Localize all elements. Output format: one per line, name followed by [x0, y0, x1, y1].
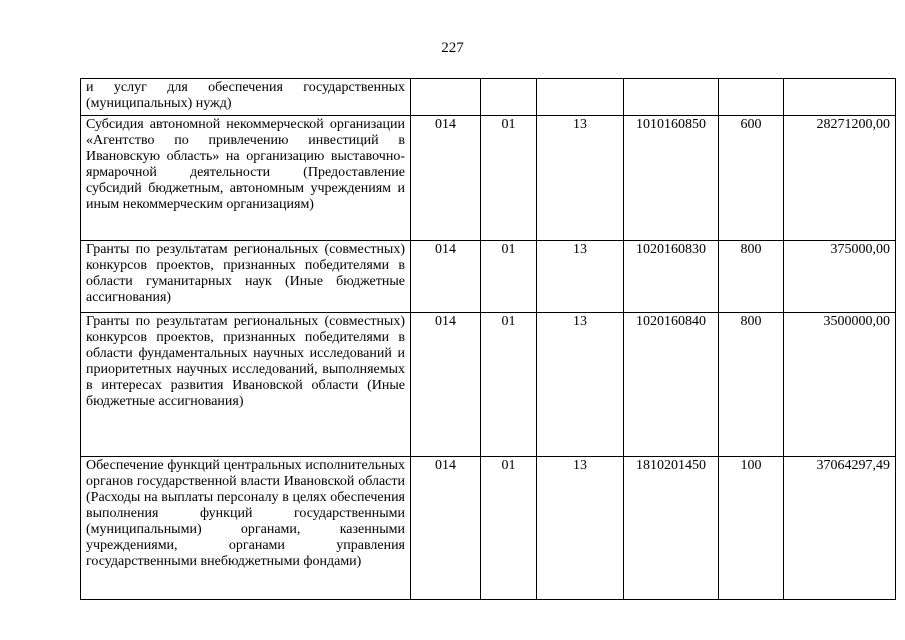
ministry-code: 014	[411, 241, 481, 313]
target-code: 1810201450	[624, 457, 719, 600]
row-description: Гранты по результатам региональных (совместных) конкурсов проектов, признанных победителями в области гуманитарных наук (Иные бюджетные ассигнования)	[81, 241, 411, 313]
row-description: Гранты по результатам региональных (совместных) конкурсов проектов, признанных победителями в области фундаментальных научных исследований и приоритетных научных исследований, выполняемых в интересах развития Ивановской области (Иные бюджетные ассигнования)	[81, 313, 411, 457]
subsection-code: 13	[537, 457, 624, 600]
page-number: 227	[441, 40, 464, 56]
expense-type-code: 800	[719, 241, 784, 313]
section-code: 01	[481, 116, 537, 241]
row-description: и услуг для обеспечения государственных (муниципальных) нужд)	[81, 79, 411, 116]
ministry-code: 014	[411, 457, 481, 600]
section-code	[481, 79, 537, 116]
expense-type-code: 100	[719, 457, 784, 600]
subsection-code	[537, 79, 624, 116]
amount	[784, 79, 896, 116]
table-row	[81, 79, 896, 116]
expense-type-code: 800	[719, 313, 784, 457]
expense-type-code	[719, 79, 784, 116]
ministry-code: 014	[411, 116, 481, 241]
table-row	[81, 457, 896, 600]
table-row	[81, 116, 896, 241]
table-row	[81, 241, 896, 313]
ministry-code	[411, 79, 481, 116]
section-code: 01	[481, 313, 537, 457]
section-code: 01	[481, 241, 537, 313]
expense-type-code: 600	[719, 116, 784, 241]
amount: 28271200,00	[784, 116, 896, 241]
section-code: 01	[481, 457, 537, 600]
row-description: Обеспечение функций центральных исполнительных органов государственной власти Ивановской области (Расходы на выплаты персоналу в целях обеспечения выполнения функций государственными (муниципальными) органами, казенными учреждениями, органами управления государственными внебюджетными фондами)	[81, 457, 411, 600]
target-code: 1020160830	[624, 241, 719, 313]
subsection-code: 13	[537, 313, 624, 457]
target-code	[624, 79, 719, 116]
amount: 37064297,49	[784, 457, 896, 600]
budget-table	[80, 78, 896, 600]
subsection-code: 13	[537, 116, 624, 241]
ministry-code: 014	[411, 313, 481, 457]
target-code: 1020160840	[624, 313, 719, 457]
row-description: Субсидия автономной некоммерческой организации «Агентство по привлечению инвестиций в Ивановскую область» на организацию выставочно-ярмарочной деятельности (Предоставление субсидий бюджетным, автономным учреждениям и иным некоммерческим организациям)	[81, 116, 411, 241]
table-row	[81, 313, 896, 457]
target-code: 1010160850	[624, 116, 719, 241]
subsection-code: 13	[537, 241, 624, 313]
amount: 3500000,00	[784, 313, 896, 457]
amount: 375000,00	[784, 241, 896, 313]
